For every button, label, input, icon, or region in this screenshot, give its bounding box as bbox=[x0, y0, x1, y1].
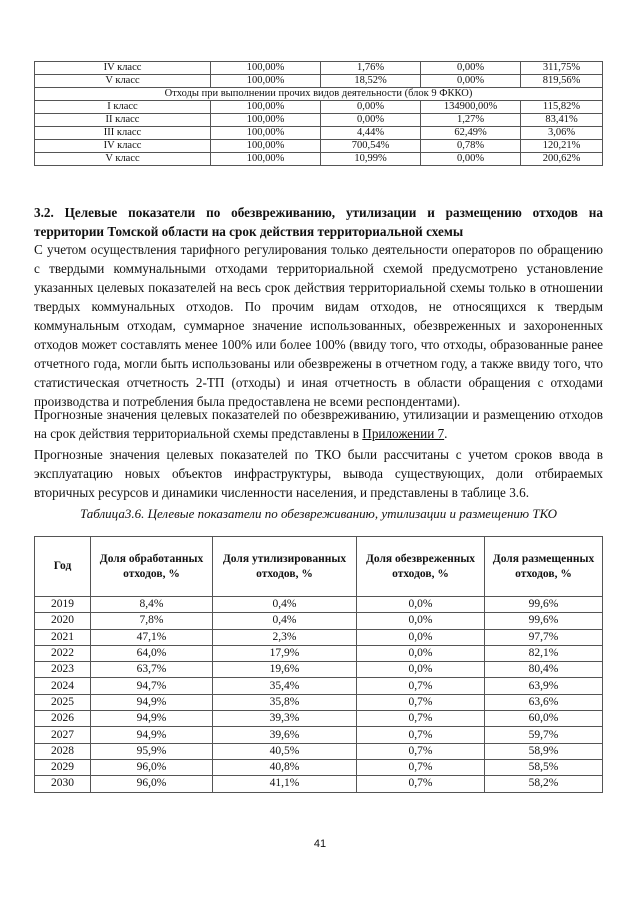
table-cell: 96,0% bbox=[91, 759, 213, 775]
table-row bbox=[35, 75, 603, 88]
table-cell: 19,6% bbox=[213, 662, 357, 678]
table-cell: 100,00% bbox=[211, 62, 321, 75]
table-cell: 96,0% bbox=[91, 776, 213, 792]
table-cell: 3,06% bbox=[521, 127, 603, 140]
table-cell: 58,5% bbox=[485, 759, 603, 775]
table-cell: 2026 bbox=[35, 711, 91, 727]
table-row bbox=[35, 127, 603, 140]
table-cell: 39,3% bbox=[213, 711, 357, 727]
table-cell: 63,6% bbox=[485, 694, 603, 710]
table-row bbox=[35, 662, 603, 678]
table-cell: 40,8% bbox=[213, 759, 357, 775]
table-cell: 94,9% bbox=[91, 711, 213, 727]
table-cell: 0,7% bbox=[357, 711, 485, 727]
table-cell: 0,7% bbox=[357, 678, 485, 694]
table-cell: 0,7% bbox=[357, 694, 485, 710]
table-cell: 59,7% bbox=[485, 727, 603, 743]
table-cell: 2030 bbox=[35, 776, 91, 792]
table-row bbox=[35, 743, 603, 759]
table-cell: IV класс bbox=[35, 140, 211, 153]
table-row bbox=[35, 613, 603, 629]
table-row bbox=[35, 597, 603, 613]
table-cell: 60,0% bbox=[485, 711, 603, 727]
table-row bbox=[35, 101, 603, 114]
table-cell: 0,0% bbox=[357, 597, 485, 613]
table-3-6 bbox=[34, 536, 603, 793]
table-cell: 0,00% bbox=[321, 101, 421, 114]
appendix-7-link[interactable]: Приложении 7 bbox=[362, 426, 445, 441]
table-cell: 100,00% bbox=[211, 140, 321, 153]
table-cell: 819,56% bbox=[521, 75, 603, 88]
table-cell: 63,7% bbox=[91, 662, 213, 678]
paragraph-tko: Прогнозные значения целевых показателей по ТКО были рассчитаны с учетом сроков ввода в эксплуатацию новых объектов инфраструктуры, вывода существующих, доли отбираемых вторичных ресурсов и динамики численности населения, и представлены в таблице 3.6. bbox=[34, 447, 603, 500]
table-cell: 0,00% bbox=[421, 153, 521, 166]
table-cell: 134900,00% bbox=[421, 101, 521, 114]
table-cell: 2020 bbox=[35, 613, 91, 629]
table-cell: 0,0% bbox=[357, 645, 485, 661]
section-row bbox=[35, 88, 603, 101]
table-cell: 64,0% bbox=[91, 645, 213, 661]
table-cell: 0,4% bbox=[213, 613, 357, 629]
table-cell: V класс bbox=[35, 75, 211, 88]
table-cell: 99,6% bbox=[485, 613, 603, 629]
table-cell: 94,9% bbox=[91, 694, 213, 710]
section-title: Отходы при выполнении прочих видов деятельности (блок 9 ФККО) bbox=[35, 88, 603, 101]
table-cell: 83,41% bbox=[521, 114, 603, 127]
paragraph-forecast bbox=[34, 405, 603, 443]
table-row bbox=[35, 62, 603, 75]
table-cell: 58,2% bbox=[485, 776, 603, 792]
table-cell: 0,0% bbox=[357, 613, 485, 629]
table-cell: 2024 bbox=[35, 678, 91, 694]
table-cell: 63,9% bbox=[485, 678, 603, 694]
table-cell: 115,82% bbox=[521, 101, 603, 114]
table-cell: 2022 bbox=[35, 645, 91, 661]
table-cell: 0,00% bbox=[421, 75, 521, 88]
table-cell: 1,76% bbox=[321, 62, 421, 75]
table-cell: 0,4% bbox=[213, 597, 357, 613]
table-cell: 94,7% bbox=[91, 678, 213, 694]
table-row bbox=[35, 776, 603, 792]
table-cell: 0,0% bbox=[357, 629, 485, 645]
table-cell: 0,0% bbox=[357, 662, 485, 678]
paragraph-text: Прогнозные значения целевых показателей по обезвреживанию, утилизации и размещению отходов на срок действия территориальной схемы представлены в bbox=[34, 407, 603, 441]
table-cell: III класс bbox=[35, 127, 211, 140]
table-row bbox=[35, 140, 603, 153]
table-row bbox=[35, 711, 603, 727]
table-cell: IV класс bbox=[35, 62, 211, 75]
table-cell: 100,00% bbox=[211, 114, 321, 127]
table-cell: 120,21% bbox=[521, 140, 603, 153]
table-row bbox=[35, 645, 603, 661]
table-cell: 10,99% bbox=[321, 153, 421, 166]
column-header: Год bbox=[35, 537, 91, 597]
table-row bbox=[35, 727, 603, 743]
table-cell: 0,7% bbox=[357, 776, 485, 792]
column-header: Доля обезвреженных отходов, % bbox=[357, 537, 485, 597]
table-cell: 47,1% bbox=[91, 629, 213, 645]
table-cell: 311,75% bbox=[521, 62, 603, 75]
table-cell: 1,27% bbox=[421, 114, 521, 127]
table-cell: 8,4% bbox=[91, 597, 213, 613]
table-cell: 100,00% bbox=[211, 153, 321, 166]
table-cell: 95,9% bbox=[91, 743, 213, 759]
table-cell: 0,7% bbox=[357, 727, 485, 743]
table-cell: 4,44% bbox=[321, 127, 421, 140]
table-cell: 35,4% bbox=[213, 678, 357, 694]
table-cell: 100,00% bbox=[211, 75, 321, 88]
table-cell: 0,00% bbox=[421, 62, 521, 75]
table-cell: I класс bbox=[35, 101, 211, 114]
table-cell: 82,1% bbox=[485, 645, 603, 661]
table-row bbox=[35, 678, 603, 694]
table-cell: 2023 bbox=[35, 662, 91, 678]
table-cell: 62,49% bbox=[421, 127, 521, 140]
table-row bbox=[35, 694, 603, 710]
table-cell: 41,1% bbox=[213, 776, 357, 792]
table-cell: 200,62% bbox=[521, 153, 603, 166]
table-cell: 17,9% bbox=[213, 645, 357, 661]
table-cell: 0,78% bbox=[421, 140, 521, 153]
table-cell: 39,6% bbox=[213, 727, 357, 743]
table-cell: 100,00% bbox=[211, 101, 321, 114]
table-cell: 2028 bbox=[35, 743, 91, 759]
table-cell: 2021 bbox=[35, 629, 91, 645]
table-cell: 80,4% bbox=[485, 662, 603, 678]
table-cell: 2029 bbox=[35, 759, 91, 775]
section-heading: 3.2. Целевые показатели по обезвреживанию, утилизации и размещению отходов на территории Томской области на срок действия территориальной схемы bbox=[34, 205, 603, 239]
table-row bbox=[35, 759, 603, 775]
table-cell: 7,8% bbox=[91, 613, 213, 629]
table-cell: 40,5% bbox=[213, 743, 357, 759]
table-cell: 0,00% bbox=[321, 114, 421, 127]
table-cell: 2,3% bbox=[213, 629, 357, 645]
table-cell: II класс bbox=[35, 114, 211, 127]
table-row bbox=[35, 629, 603, 645]
table-cell: 0,7% bbox=[357, 759, 485, 775]
table-cell: 2027 bbox=[35, 727, 91, 743]
table-cell: 2019 bbox=[35, 597, 91, 613]
paragraph-tariff: С учетом осуществления тарифного регулирования только деятельности операторов по обращению с твердыми коммунальными отходами территориальной схемой предусмотрено установление указанных целевых показателей на весь срок действия территориальной схемы только в отношении твердых коммунальных отходов. По прочим видам отходов, не относящихся к твердым коммунальным отходам, суммарное значение использованных, обезвреженных и захороненных отходов может составлять менее 100% или более 100% (ввиду того, что отходы, образованные ранее отчетного года, могли быть использованы или обезврежены в отчетном году, а также ввиду того, что статистическая отчетность 2-ТП (отходы) и иная отчетность в области обращения с отходами производства и потребления была предоставлена не всеми респондентами). bbox=[34, 242, 603, 409]
table-caption: Таблица3.6. Целевые показатели по обезвреживанию, утилизации и размещению ТКО bbox=[80, 506, 557, 521]
table-cell: 100,00% bbox=[211, 127, 321, 140]
table-cell: 58,9% bbox=[485, 743, 603, 759]
table-cell: 2025 bbox=[35, 694, 91, 710]
paragraph-end: . bbox=[444, 426, 448, 441]
table-row bbox=[35, 114, 603, 127]
table-cell: V класс bbox=[35, 153, 211, 166]
column-header: Доля обработанных отходов, % bbox=[91, 537, 213, 597]
table-cell: 0,7% bbox=[357, 743, 485, 759]
table-cell: 35,8% bbox=[213, 694, 357, 710]
table-cell: 97,7% bbox=[485, 629, 603, 645]
page-number: 41 bbox=[313, 838, 327, 850]
waste-class-table bbox=[34, 61, 603, 166]
column-header: Доля утилизированных отходов, % bbox=[213, 537, 357, 597]
column-header: Доля размещенных отходов, % bbox=[485, 537, 603, 597]
table-cell: 700,54% bbox=[321, 140, 421, 153]
table-cell: 18,52% bbox=[321, 75, 421, 88]
table-cell: 99,6% bbox=[485, 597, 603, 613]
table-row bbox=[35, 153, 603, 166]
table-cell: 94,9% bbox=[91, 727, 213, 743]
